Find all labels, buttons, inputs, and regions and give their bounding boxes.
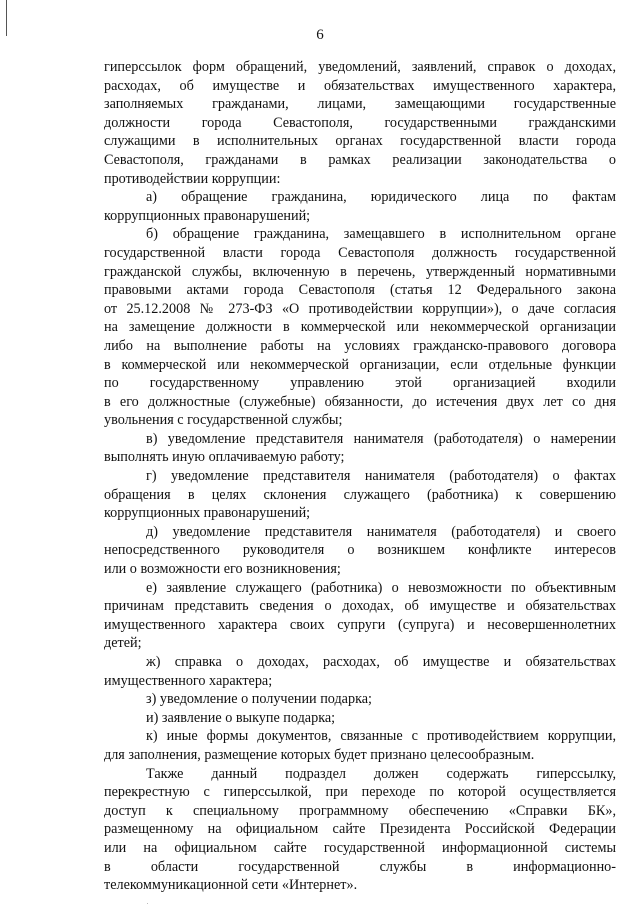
text-line: имущественного характера своих супруги (супруга) и несовершеннолетних <box>104 616 616 633</box>
text-line: от 25.12.2008 № 273-ФЗ «О противодействии коррупции»), о даче согласия <box>104 300 616 317</box>
text-line: доступ к специальному программному обеспечению «Справки БК», <box>104 802 616 819</box>
text-line: заполняемых гражданами, лицами, замещающими государственные <box>104 96 616 113</box>
text-line: правовыми актами города Севастополя (статья 12 Федерального закона <box>104 282 616 299</box>
text-line: на замещение должности в коммерческой или некоммерческой организации <box>104 319 616 336</box>
text-line: обращения в целях склонения служащего (работника) к совершению <box>104 486 616 503</box>
text-line: служащими в исполнительных органах государственной власти города <box>104 133 616 150</box>
text-line: либо на выполнение работы на условиях гражданско-правового договора <box>104 337 616 354</box>
text-line: з) уведомление о получении подарка; <box>146 691 372 708</box>
text-line: ж) справка о доходах, расходах, об имуществе и обязательствах <box>146 654 616 670</box>
text-line: Также данный подраздел должен содержать гиперссылку, <box>146 765 616 782</box>
text-line: гиперссылок форм обращений, уведомлений, заявлений, справок о доходах, <box>104 59 616 75</box>
text-line: г) уведомление представителя нанимателя (работодателя) о фактах <box>146 468 616 485</box>
text-line: размещенному на официальном сайте Президента Российской Федерации <box>104 821 616 838</box>
text-line: гражданской службы, включенную в перечень, утвержденный нормативными <box>104 263 616 280</box>
text-line: б) обращение гражданина, замещавшего в исполнительном органе <box>146 226 616 243</box>
scan-artifact <box>147 903 148 904</box>
text-line: в) уведомление представителя нанимателя (работодателя) о намерении <box>146 430 616 447</box>
text-line: или о возможности его возникновения; <box>104 561 341 578</box>
text-line: в его должностные (служебные) обязанности, до истечения двух лет со дня <box>104 393 616 410</box>
text-line: телекоммуникационной сети «Интернет». <box>104 877 358 894</box>
text-line: в области государственной службы в информационно- <box>104 858 616 875</box>
text-line: перекрестную с гиперссылкой, при переходе по которой осуществляется <box>104 784 616 801</box>
text-line: причинам представить сведения о доходах, об имуществе и обязательствах <box>104 598 616 615</box>
text-line: в коммерческой или некоммерческой организации, если отдельные функции <box>104 356 616 373</box>
text-line: и) заявление о выкупе подарка; <box>146 709 336 726</box>
page-number: 6 <box>316 27 324 43</box>
text-line: к) иные формы документов, связанные с противодействием коррупции, <box>146 728 616 745</box>
document-body <box>104 58 616 895</box>
text-line: е) заявление служащего (работника) о невозможности по объективным <box>146 579 616 596</box>
text-line: непосредственного руководителя о возникшем конфликте интересов <box>104 542 616 559</box>
text-line: государственной власти города Севастополя должность государственной <box>104 244 616 261</box>
text-line: Севастополя, гражданами в рамках реализации законодательства о <box>104 151 616 168</box>
text-line: увольнения с государственной службы; <box>104 412 343 429</box>
text-line: или на официальном сайте государственной информационной системы <box>104 839 616 856</box>
text-line: д) уведомление представителя нанимателя (работодателя) и своего <box>146 523 616 540</box>
text-line: а) обращение гражданина, юридического лица по фактам <box>146 189 616 206</box>
text-line: коррупционных правонарушений; <box>104 207 311 224</box>
text-line: выполнять иную оплачиваемую работу; <box>104 449 345 466</box>
text-line: коррупционных правонарушений; <box>104 505 311 522</box>
text-line: детей; <box>104 635 142 652</box>
text-line: противодействии коррупции: <box>104 170 281 187</box>
text-line: по государственному управлению этой организацией входили <box>104 375 616 392</box>
text-line: расходах, об имуществе и обязательствах имущественного характера, <box>104 77 616 94</box>
text-line: имущественного характера; <box>104 672 273 689</box>
text-line: должности города Севастополя, государственными гражданскими <box>104 114 616 131</box>
text-line: для заполнения, размещение которых будет признано целесообразным. <box>104 746 535 763</box>
